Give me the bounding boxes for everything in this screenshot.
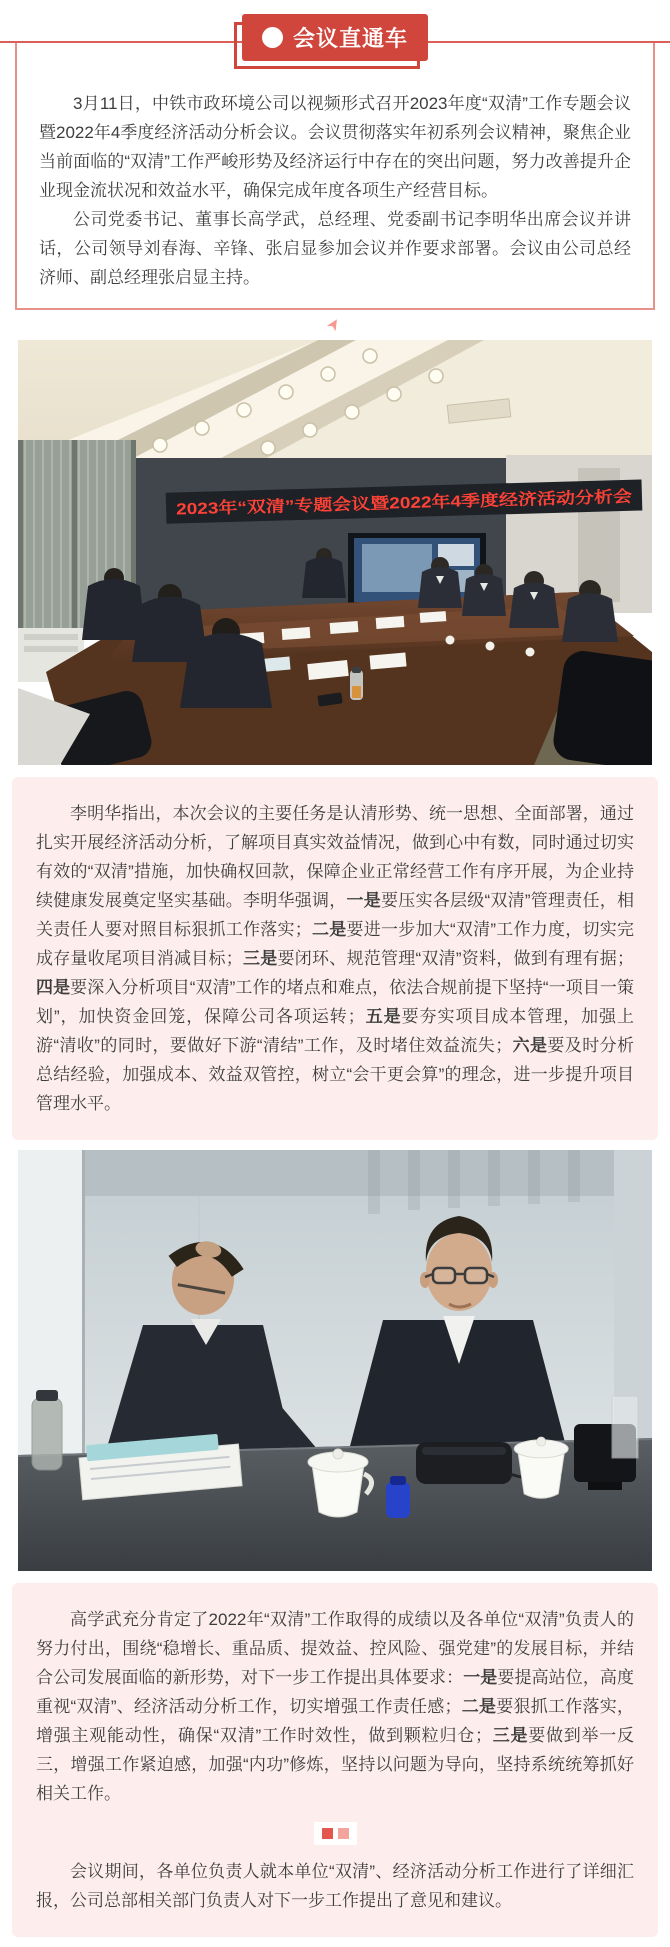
text-segment: 要做到举一反三，增强工作紧迫感，加强“内功”修炼，坚持以问题为导向，坚持系统统筹抓好相关工作。 [36, 1726, 634, 1803]
text-segment-bold: 五是 [364, 1007, 402, 1026]
text-segment: 要进一步加大“双清”工作力度，切实完成存量收尾项目消减目标； [36, 920, 635, 968]
text-segment: 要夯实项目成本管理，加强上游“清收”的同时，要做好下游“清结”工作，及时堵住效益流失； [36, 1007, 635, 1055]
text-segment: 要狠抓工作落实，增强主观能动性，确保“双清”工作时效性，做到颗粒归仓； [36, 1697, 634, 1745]
text-segment-bold: 二是 [461, 1697, 497, 1716]
closing-paragraph: 会议期间，各单位负责人就本单位“双清”、经济活动分析工作进行了详细汇报，公司总部相关部门负责人对下一步工作提出了意见和建议。 [36, 1862, 634, 1910]
text-segment: 要深入分析项目“双清”工作的堵点和难点，依法合规前提下坚持“一项目一策划”，加快资金回笼，保障公司各项运转； [36, 978, 635, 1026]
li-minghua-remarks-paragraph [36, 799, 634, 1118]
text-segment: 要压实各层级“双清”管理责任，相关责任人要对照目标狠抓工作落实； [36, 891, 635, 939]
text-segment-bold: 三是 [491, 1726, 529, 1745]
arrow-ornament-row [0, 310, 670, 340]
up-arrow-icon: ➤ [323, 314, 346, 335]
li-minghua-remarks-block [12, 777, 658, 1140]
text-segment: 要及时分析总结经验，加强成本、效益双管控，树立“会干更会算”的理念，进一步提升项目管理水平。 [36, 1036, 634, 1113]
text-segment-bold: 一是 [463, 1668, 498, 1687]
divider-squares-icon [36, 1822, 634, 1845]
section-badge [242, 14, 428, 61]
photo-two-leaders[interactable] [18, 1150, 652, 1571]
text-segment-bold: 三是 [242, 949, 278, 968]
text-segment: 要闭环、规范管理“双清”资料，做到有理有据； [277, 949, 635, 968]
gao-xuewu-remarks-paragraph [36, 1605, 634, 1808]
text-segment-bold: 四是 [36, 978, 71, 997]
divider-square-light [338, 1828, 349, 1839]
photo-meeting-room[interactable] [18, 340, 652, 765]
text-segment-bold: 二是 [311, 920, 347, 939]
intro-paragraph-1: 3月11日，中铁市政环境公司以视频形式召开2023年度“双清”工作专题会议暨2022年4季度经济活动分析会议。会议贯彻落实年初系列会议精神，聚焦企业当前面临的“双清”工作严峻形势及经济运行中存在的突出问题，努力改善提升企业现金流状况和效益水平，确保完成年度各项生产经营目标。 [39, 94, 631, 200]
glass-jar [32, 1390, 62, 1470]
intro-paragraph-2: 公司党委书记、董事长高学武，总经理、党委副书记李明华出席会议并讲话，公司领导刘春海、辛锋、张启显参加会议并作要求部署。会议由公司总经济师、副总经理张启显主持。 [39, 210, 631, 287]
article-header [0, 0, 670, 51]
divider-chip [314, 1822, 357, 1845]
divider-square-dark [322, 1828, 333, 1839]
text-segment-bold: 六是 [512, 1036, 548, 1055]
back-wall [136, 455, 652, 613]
text-segment: 要提高站位，高度重视“双清”、经济活动分析工作，切实增强工作责任感； [36, 1668, 635, 1716]
text-segment-bold: 一是 [346, 891, 381, 910]
tea-bottle [350, 667, 363, 700]
text-segment: 高学武充分肯定了2022年“双清”工作取得的成绩以及各单位“双清”负责人的努力付出，围绕“稳增长、重品质、提效益、控风险、强党建”的发展目标，并结合公司发展面临的新形势，对下一步工作提出具体要求： [36, 1610, 634, 1687]
led-banner-text: 2023年“双清”专题会议暨2022年4季度经济活动分析会 [175, 490, 561, 519]
section-badge-label: 会议直通车 [292, 26, 409, 51]
gao-xuewu-remarks-block [12, 1583, 658, 1937]
text-segment: 李明华指出，本次会议的主要任务是认清形势、统一思想、全面部署，通过扎实开展经济活动分析，了解项目真实效益情况，做到心中有数，同时通过切实有效的“双清”措施，加快确权回款，保障企业正常经营工作有序开展，为企业持续健康发展奠定坚实基础。李明华强调， [36, 804, 634, 910]
intro-block [15, 43, 655, 310]
dot-icon [262, 27, 283, 48]
acrylic-stand [612, 1396, 638, 1458]
